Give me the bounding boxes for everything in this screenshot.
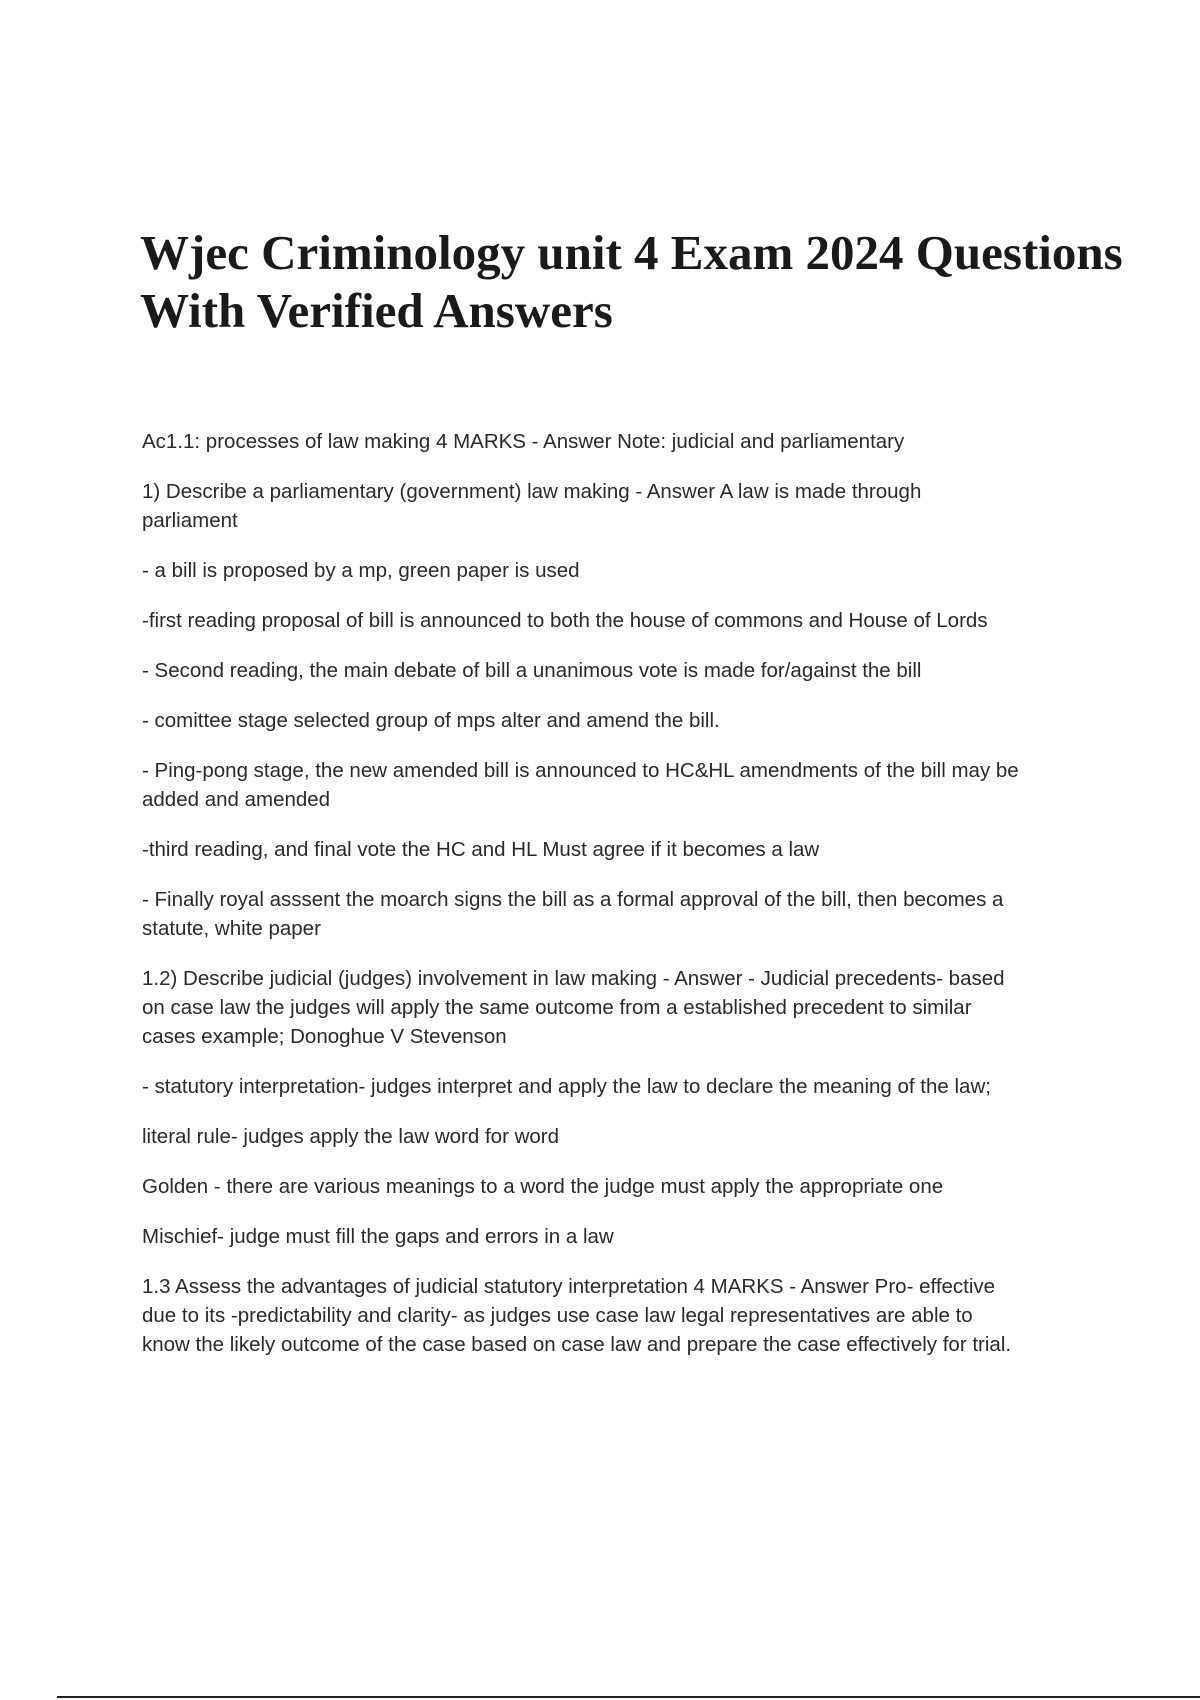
document-title [140, 224, 1200, 340]
paragraph-golden-rule: Golden - there are various meanings to a word the judge must apply the appropriate one [142, 1175, 944, 1198]
document-body [142, 427, 1022, 1380]
paragraph-second-reading: - Second reading, the main debate of bill a unanimous vote is made for/against the bill [142, 659, 922, 682]
paragraph-ac1-1: Ac1.1: processes of law making 4 MARKS - Answer Note: judicial and parliamentary [142, 430, 905, 453]
paragraph-first-reading: -first reading proposal of bill is announced to both the house of commons and House of Lords [142, 609, 988, 632]
paragraph-royal-assent: - Finally royal asssent the moarch signs the bill as a formal approval of the bill, then becomes a statute, white paper [142, 888, 1004, 940]
footer-divider [57, 1696, 1200, 1698]
paragraph-mischief-rule: Mischief- judge must fill the gaps and errors in a law [142, 1225, 614, 1248]
paragraph-third-reading: -third reading, and final vote the HC and HL Must agree if it becomes a law [142, 838, 820, 861]
title-line-1: Wjec Criminology unit 4 Exam 2024 Questions [140, 225, 1123, 280]
paragraph-q1: 1) Describe a parliamentary (government) law making - Answer A law is made through parliament [142, 480, 922, 532]
paragraph-statutory-interpretation: - statutory interpretation- judges interpret and apply the law to declare the meaning of the law; [142, 1075, 991, 1098]
paragraph-literal-rule: literal rule- judges apply the law word for word [142, 1125, 560, 1148]
paragraph-q1-2: 1.2) Describe judicial (judges) involvement in law making - Answer - Judicial precedents- based on case law the judges will apply the same outcome from a established precedent to similar cases example; Donoghue V Stevenson [142, 967, 1005, 1048]
paragraph-ping-pong: - Ping-pong stage, the new amended bill is announced to HC&HL amendments of the bill may be added and amended [142, 759, 1019, 811]
paragraph-committee-stage: - comittee stage selected group of mps alter and amend the bill. [142, 709, 720, 732]
title-line-2: With Verified Answers [140, 283, 613, 338]
paragraph-q1-3: 1.3 Assess the advantages of judicial statutory interpretation 4 MARKS - Answer Pro- effective due to its -predictability and clarity- as judges use case law legal representatives are able to know the likely outcome of the case based on case law and prepare the case effectively for trial. [142, 1275, 1012, 1356]
paragraph-bill-proposed: - a bill is proposed by a mp, green paper is used [142, 559, 580, 582]
